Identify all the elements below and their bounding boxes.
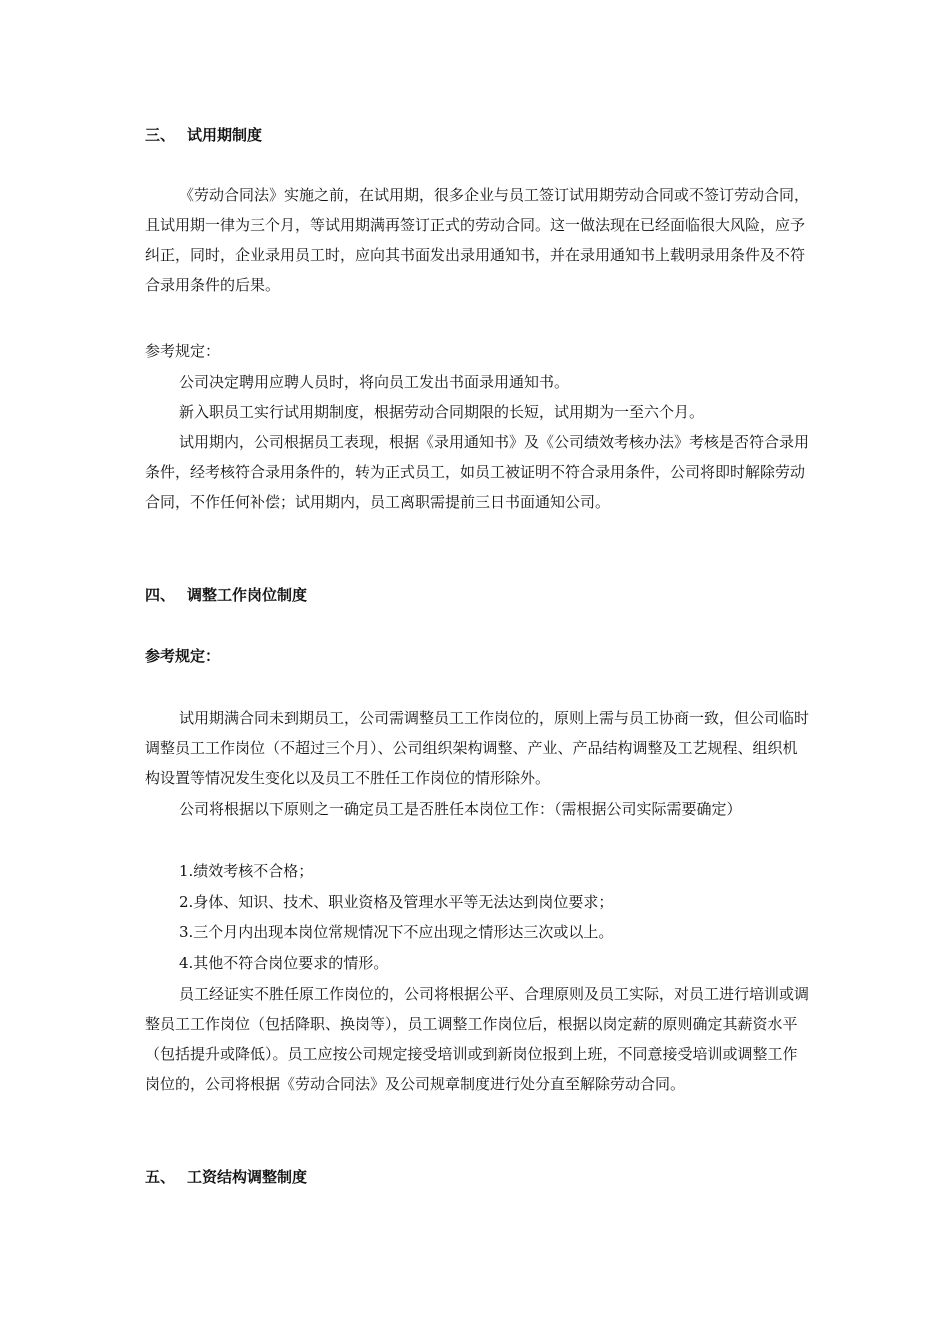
section5-heading-title: 工资结构调整制度	[187, 1168, 308, 1186]
section4-heading-title: 调整工作岗位制度	[187, 586, 308, 604]
section4-para-3: 员工经证实不胜任原工作岗位的，公司将根据公平、合理原则及员工实际，对员工进行培训或调整员工工作岗位（包括降职、换岗等），员工调整工作岗位后，根据以岗定薪的原则确定其薪资水平（包括提升或降低）。员工应按公司规定接受培训或到新岗位报到上班，不同意接受培训或调整工作岗位的，公司将根据《劳动合同法》及公司规章制度进行处分直至解除劳动合同。	[145, 985, 810, 1093]
section4-para-1: 试用期满合同未到期员工，公司需调整员工工作岗位的，原则上需与员工协商一致，但公司临时调整员工工作岗位（不超过三个月）、公司组织架构调整、产业、产品结构调整及工艺规程、组织机构设置等情况发生变化以及员工不胜任工作岗位的情形除外。	[145, 709, 810, 787]
section3-ref-label: 参考规定：	[145, 342, 221, 360]
section4-ref-label: 参考规定：	[145, 647, 221, 665]
section3-heading-number: 三、	[145, 126, 176, 144]
section4-heading-number: 四、	[145, 586, 176, 604]
section3-rule-3: 试用期内，公司根据员工表现，根据《录用通知书》及《公司绩效考核办法》考核是否符合录用条件，经考核符合录用条件的，转为正式员工，如员工被证明不符合录用条件，公司将即时解除劳动合同，不作任何补偿；试用期内，员工离职需提前三日书面通知公司。	[145, 433, 810, 511]
section5-heading-number: 五、	[145, 1168, 176, 1186]
section5-heading	[145, 1162, 810, 1192]
section3-rule-1: 公司决定聘用应聘人员时，将向员工发出书面录用通知书。	[179, 373, 570, 391]
section4-item-2: 2.身体、知识、技术、职业资格及管理水平等无法达到岗位要求；	[179, 893, 614, 911]
section3-paragraph: 《劳动合同法》实施之前，在试用期，很多企业与员工签订试用期劳动合同或不签订劳动合同，且试用期一律为三个月，等试用期满再签订正式的劳动合同。这一做法现在已经面临很大风险，应予纠正，同时，企业录用员工时，应向其书面发出录用通知书，并在录用通知书上载明录用条件及不符合录用条件的后果。	[145, 186, 810, 294]
section4-heading	[145, 580, 810, 610]
section4-para-2: 公司将根据以下原则之一确定员工是否胜任本岗位工作：（需根据公司实际需要确定）	[179, 800, 742, 818]
section3-heading-title: 试用期制度	[187, 126, 263, 144]
section3-heading	[145, 120, 810, 150]
section4-item-1: 1.绩效考核不合格；	[179, 862, 314, 880]
section3-rule-2: 新入职员工实行试用期制度，根据劳动合同期限的长短，试用期为一至六个月。	[179, 403, 705, 421]
section4-item-3: 3.三个月内出现本岗位常规情况下不应出现之情形达三次或以上。	[179, 923, 614, 941]
section4-item-4: 4.其他不符合岗位要求的情形。	[179, 954, 389, 972]
